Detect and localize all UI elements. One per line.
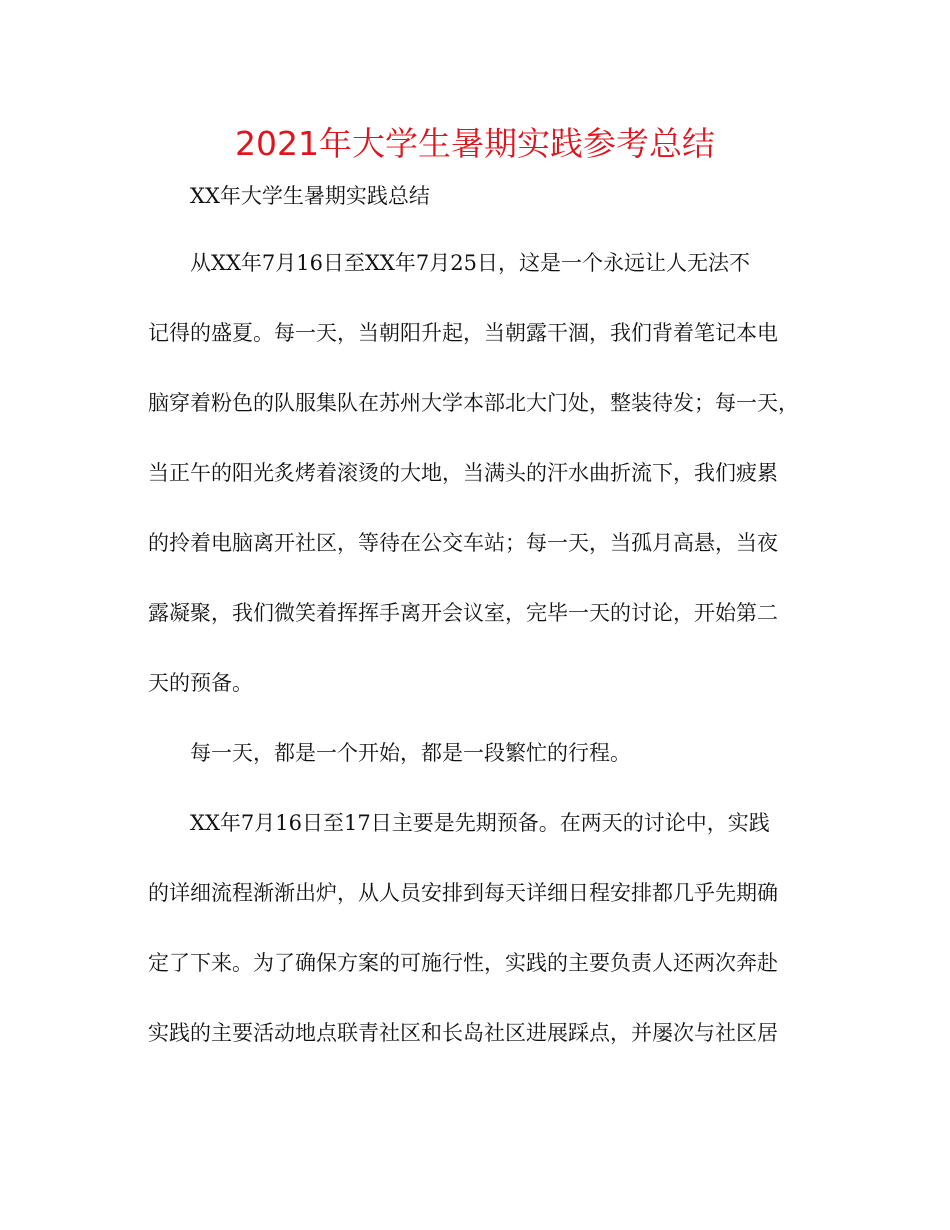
paragraph-line: 露凝聚，我们微笑着挥挥手离开会议室，完毕一天的讨论，开始第二 <box>148 601 778 625</box>
paragraph-line: 每一天，都是一个开始，都是一段繁忙的行程。 <box>190 741 631 765</box>
paragraph-line: 脑穿着粉色的队服集队在苏州大学本部北大门处，整装待发；每一天， <box>148 391 799 415</box>
document-subtitle: XX年大学生暑期实践总结 <box>190 184 430 208</box>
paragraph-line: 的详细流程渐渐出炉，从人员安排到每天详细日程安排都几乎先期确 <box>148 881 778 905</box>
paragraph-line: 的拎着电脑离开社区，等待在公交车站；每一天，当孤月高悬，当夜 <box>148 531 778 555</box>
paragraph-line: 定了下来。为了确保方案的可施行性，实践的主要负责人还两次奔赴 <box>148 951 778 975</box>
document-body <box>148 228 808 1068</box>
document-title: 2021年大学生暑期实践参考总结 <box>235 124 715 163</box>
paragraph-line: 实践的主要活动地点联青社区和长岛社区进展踩点，并屡次与社区居 <box>148 1021 778 1045</box>
paragraph-line: XX年7月16日至17日主要是先期预备。在两天的讨论中，实践 <box>190 811 770 835</box>
paragraph-line: 从XX年7月16日至XX年7月25日，这是一个永远让人无法不 <box>190 251 750 275</box>
paragraph-line: 记得的盛夏。每一天，当朝阳升起，当朝露干涸，我们背着笔记本电 <box>148 321 778 345</box>
paragraph-line: 天的预备。 <box>148 671 253 695</box>
paragraph-line: 当正午的阳光炙烤着滚烫的大地，当满头的汗水曲折流下，我们疲累 <box>148 461 778 485</box>
